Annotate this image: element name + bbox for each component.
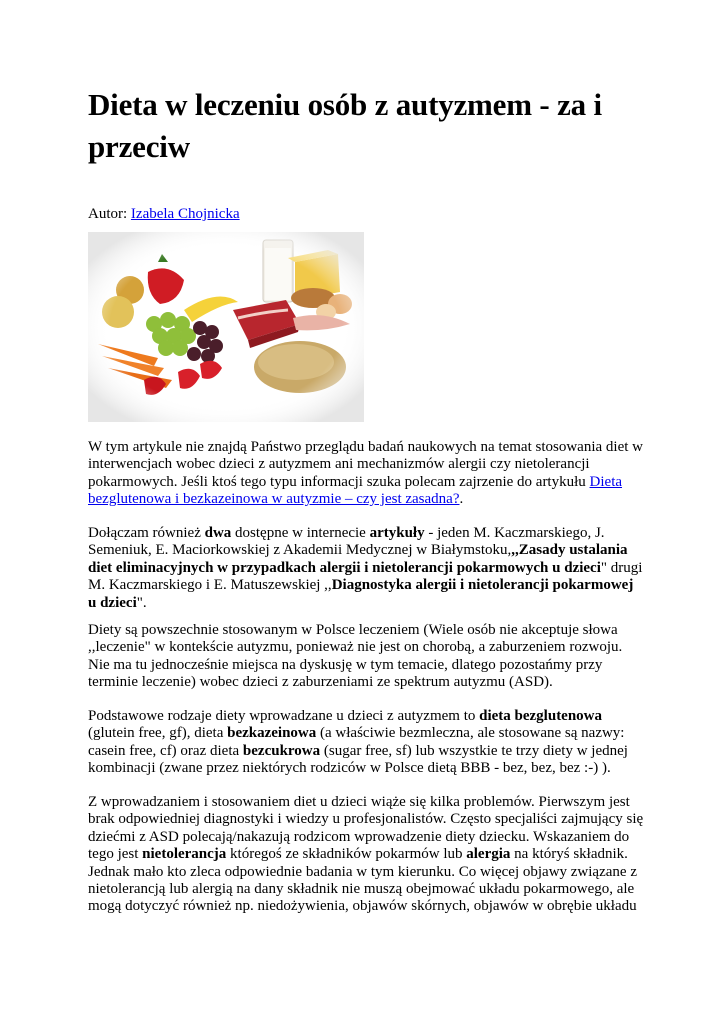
paragraph-5-text: na któryś składnik. Jednak mało kto zleca odpowiednie badania w tym kierunku. Co więcej objawy związane z nietolerancją lub alergią na dany składnik nie muszą obejmować układu pokarmowego, ale mogą dotyczyć również np. niedożywienia, objawów skórnych, objawów w obrębie układu bbox=[88, 846, 637, 915]
paragraph-1-end: . bbox=[459, 491, 464, 508]
food-illustration-icon bbox=[88, 232, 364, 422]
food-illustration bbox=[88, 232, 364, 422]
paragraph-5-text: Z wprowadzaniem i stosowaniem diet u dzieci wiąże się kilka problemów. Pierwszym jest brak odpowiedniej diagnostyki i wiedzy u profesjonalistów. Często specjaliści zajmujący się dziećmi z ASD polecają/nakazują rodzicom wprowadzenie diety dziecku. Wskazaniem do tego jest bbox=[88, 794, 644, 863]
paragraph-4 bbox=[88, 708, 644, 778]
bold-article-title-1: ,,Zasady ustalania diet eliminacyjnych w przypadkach alergii i nietolerancji pokarmowych u dzieci bbox=[88, 542, 628, 576]
bold-article-title-2: Diagnostyka alergii i nietolerancji pokarmowej u dzieci bbox=[88, 577, 634, 611]
paragraph-4-text: (sugar free, sf) lub wszystkie te trzy diety w jednej kombinacji (zwane przez niektórych rodziców w Polsce dietą BBB - bez, bez, bez :-) ). bbox=[88, 742, 628, 777]
paragraph-4-text: Podstawowe rodzaje diety wprowadzane u dzieci z autyzmem to bbox=[88, 708, 480, 724]
paragraph-3 bbox=[88, 622, 644, 692]
bold-bezkazeinowa: bezkazeinowa bbox=[227, 725, 317, 742]
paragraph-3-text: Diety są powszechnie stosowanym w Polsce leczeniem (Wiele osób nie akceptuje słowa ,,leczenie" w kontekście autyzmu, ponieważ nie jest on chorobą, a zaburzeniem rozwoju. Nie ma tu jednocześnie miejsca na dyskusję w tym temacie, dlatego pozostańmy przy terminie leczenie) wobec dzieci z zaburzeniami ze spektrum autyzmu (ASD). bbox=[88, 622, 623, 691]
bold-dieta-bezglutenowa: dieta bezglutenowa bbox=[479, 708, 603, 724]
bold-dwa: dwa bbox=[204, 525, 232, 541]
paragraph-2-text: - jeden M. Kaczmarskiego, J. Semeniuk, E. Maciorkowskiej z Akademii Medycznej w Białymstoku, bbox=[88, 525, 605, 559]
bold-bezcukrowa: bezcukrowa bbox=[242, 742, 321, 759]
article-link[interactable]: Dieta bezglutenowa i bezkazeinowa w autyzmie – czy jest zasadna? bbox=[88, 473, 623, 508]
paragraph-4-text: (glutein free, gf), dieta bbox=[88, 725, 228, 742]
paragraph-5 bbox=[88, 794, 644, 916]
paragraph-2-text: Dołączam również bbox=[88, 525, 205, 541]
paragraph-2-text: dostępne w internecie bbox=[231, 525, 370, 541]
author-line bbox=[88, 205, 240, 223]
bold-nietolerancja: nietolerancja bbox=[142, 846, 227, 863]
paragraph-4-text: (a właściwie bezmleczna, ale stosowane są nazwy: casein free, cf) oraz dieta bbox=[88, 725, 625, 759]
bold-artykuly: artykuły bbox=[369, 525, 425, 541]
paragraph-1 bbox=[88, 439, 644, 509]
paragraph-5-text: któregoś ze składników pokarmów lub bbox=[226, 846, 467, 863]
paragraph-2-text: " drugi M. Kaczmarskiego i E. Matuszewskiej ,, bbox=[88, 559, 643, 594]
bold-alergia: alergia bbox=[466, 846, 511, 863]
page-title: Dieta w leczeniu osób z autyzmem - za i przeciw bbox=[88, 87, 602, 164]
paragraph-1-text: W tym artykule nie znajdą Państwo przeglądu badań naukowych na temat stosowania diet w interwencjach wobec dzieci z autyzmem ani mechanizmów alergii czy nietolerancji pokarmowych. Jeśli ktoś tego typu informacji szuka polecam zajrzenie do artykułu bbox=[88, 439, 643, 490]
paragraph-2-end: ". bbox=[136, 594, 147, 611]
author-label: Autor: bbox=[88, 206, 131, 222]
paragraph-2 bbox=[88, 525, 644, 612]
author-link[interactable]: Izabela Chojnicka bbox=[130, 206, 240, 222]
